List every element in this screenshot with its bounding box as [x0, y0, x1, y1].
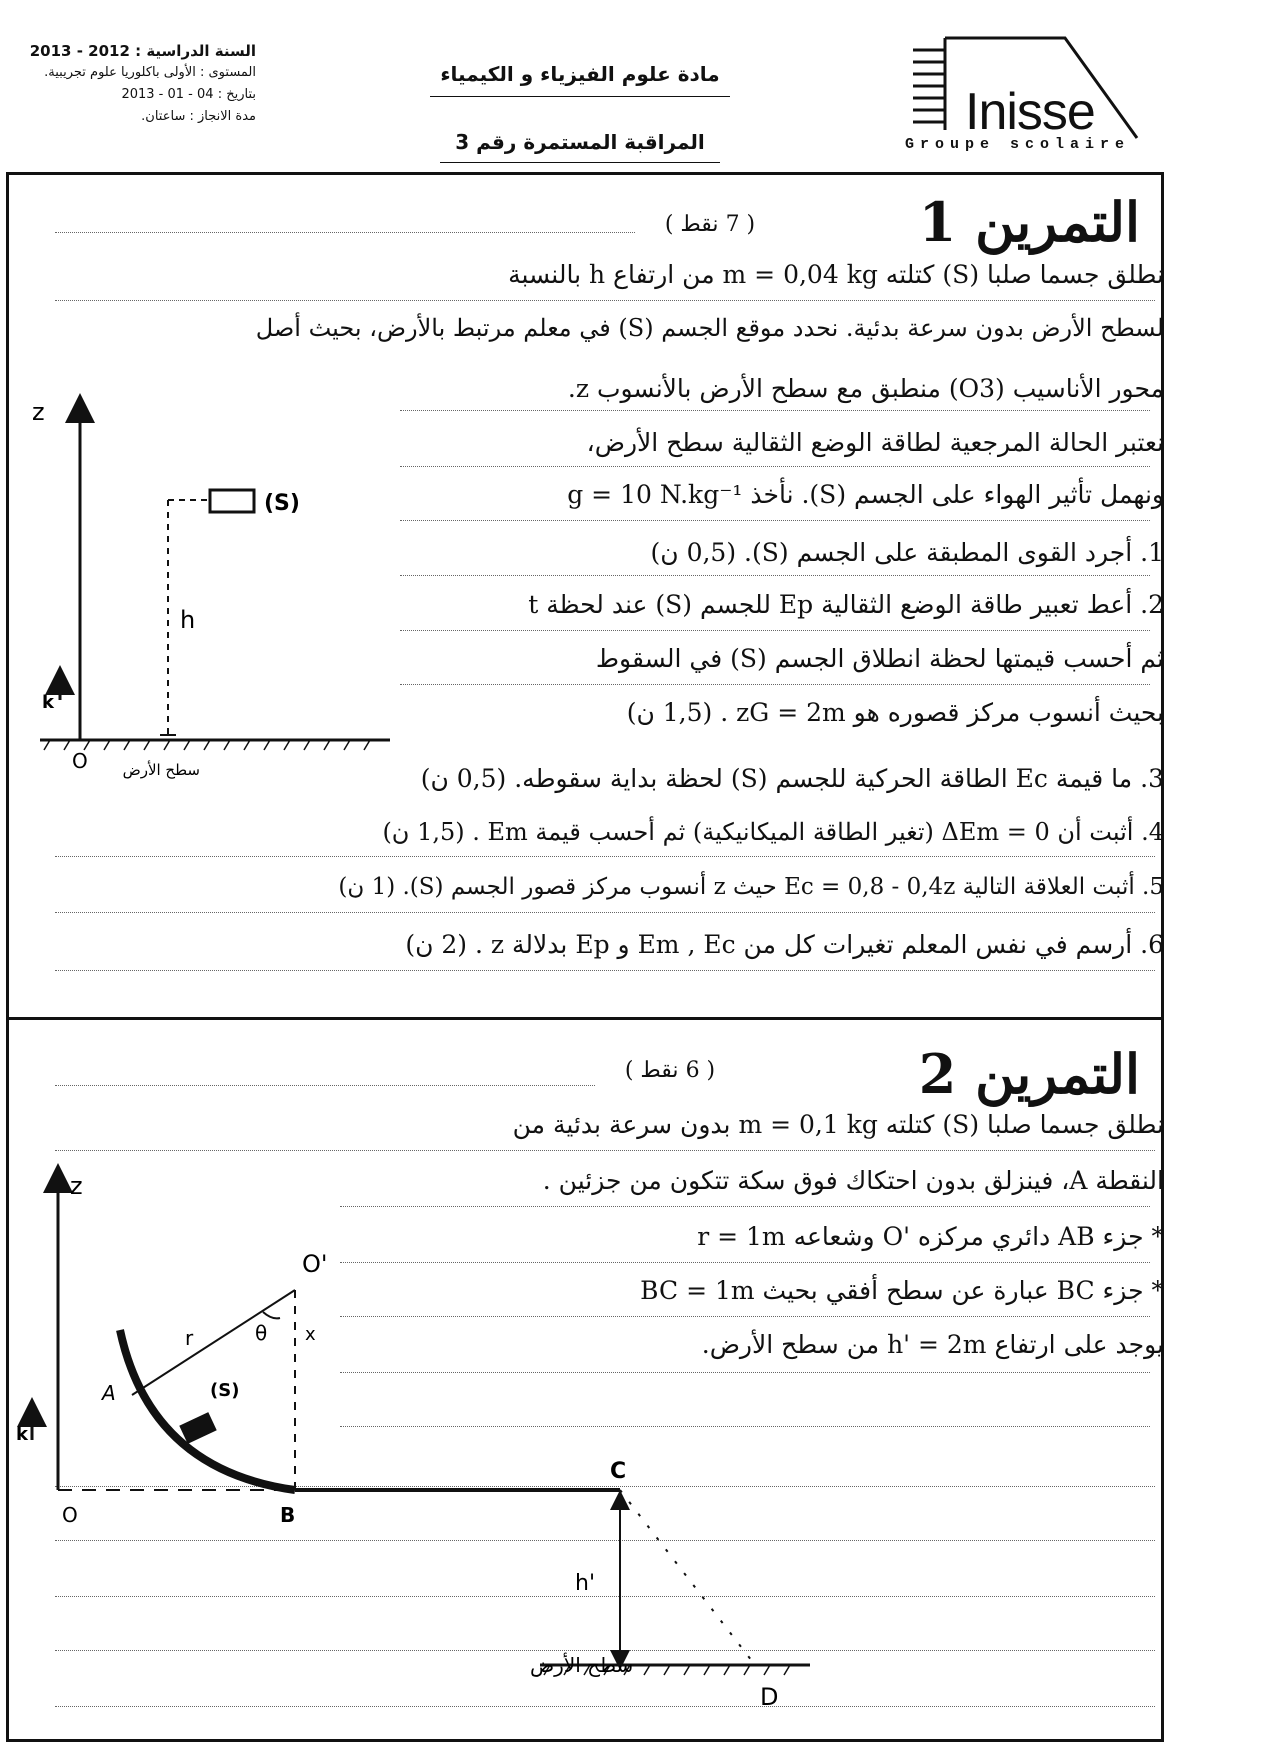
- logo-name: Inisse: [965, 83, 1095, 141]
- rule-line: [55, 1085, 595, 1086]
- ex1-q2: 2. أعط تعبير طاقة الوضع الثقالية Ep للجسم (S) عند لحظة t: [528, 590, 1164, 619]
- logo-subtitle: Groupe scolaire: [905, 136, 1131, 153]
- origin-label: O: [72, 749, 88, 773]
- duration: مدة الانجاز : ساعتان.: [141, 109, 256, 124]
- rule-line: [55, 856, 1155, 857]
- rule-line: [55, 1150, 1155, 1151]
- point-d-label: D: [760, 1683, 779, 1711]
- angle-arc: [263, 1312, 280, 1318]
- ex1-q5: 5. أثبت العلاقة التالية Ec = 0,8 - 0,4z حيث z أنسوب مركز قصور الجسم (S). (1 ن): [338, 874, 1164, 900]
- rule-line: [400, 684, 1150, 685]
- ex1-q2c: بحيث أنسوب مركز قصوره هو zG = 2m . (1,5 ن): [626, 698, 1164, 727]
- rule-line: [400, 410, 1150, 411]
- ground-label: سطح الأرض: [530, 1653, 634, 1677]
- exercise2-points: ( 6 نقط ): [624, 1058, 716, 1083]
- ex1-line-4: نعتبر الحالة المرجعية لطاقة الوضع الثقالية سطح الأرض،: [586, 428, 1164, 457]
- header-info: [0, 40, 256, 128]
- rule-line: [400, 575, 1150, 576]
- solid-body-s: [210, 490, 254, 512]
- rule-line: [400, 520, 1150, 521]
- ex2-line-1: نطلق جسما صلبا (S) كتلته m = 0,1 kg بدون سرعة بدئية من: [512, 1110, 1164, 1139]
- z-axis-label: z: [32, 398, 45, 426]
- ex1-q6: 6. أرسم في نفس المعلم تغيرات كل من Em , Ec و Ep بدلالة z . (2 ن): [405, 930, 1164, 959]
- ex1-q4: 4. أثبت أن ΔEm = 0 (تغير الطاقة الميكانيكية) ثم أحسب قيمة Em . (1,5 ن): [382, 818, 1164, 846]
- ex1-q2b: ثم أحسب قيمتها لحظة انطلاق الجسم (S) في السقوط: [595, 644, 1164, 673]
- ground-label: سطح الأرض: [122, 761, 200, 779]
- ex2-line-2: النقطة A، فينزلق بدون احتكاك فوق سكة تتكون من جزئين .: [542, 1166, 1164, 1195]
- point-b-label: B: [280, 1503, 296, 1527]
- hprime-label: h': [575, 1571, 595, 1596]
- circular-track-ab: [120, 1330, 295, 1490]
- ex1-q3: 3. ما قيمة Ec الطاقة الحركية للجسم (S) لحظة بداية سقوطه. (0,5 ن): [420, 764, 1164, 793]
- origin-label: O: [62, 1503, 78, 1527]
- ex2-line-3: * جزء AB دائري مركزه 'O وشعاعه r = 1m: [697, 1222, 1164, 1251]
- solid-body-s: [179, 1412, 216, 1444]
- trajectory-dotted: [620, 1490, 755, 1665]
- exercise-separator: [6, 1017, 1164, 1020]
- exam-title: المراقبة المستمرة رقم 3: [455, 130, 705, 154]
- exam-date: بتاريخ : 04 - 01 - 2013: [121, 87, 256, 102]
- school-logo: [905, 30, 1140, 153]
- x-label: x: [305, 1324, 316, 1345]
- ex1-line-2: لسطح الأرض بدون سرعة بدئية. نحدد موقع الجسم (S) في معلم مرتبط بالأرض، بحيث أصل: [255, 314, 1164, 342]
- ex1-diagram: [20, 390, 410, 780]
- exercise1-title: التمرين 1: [918, 190, 1140, 254]
- point-a-label: A: [102, 1381, 116, 1405]
- k-label: k: [42, 692, 54, 713]
- radius-label: r: [185, 1326, 194, 1350]
- rule-line: [55, 300, 1155, 301]
- ex2-line-5: يوجد على ارتفاع h' = 2m من سطح الأرض.: [701, 1330, 1164, 1359]
- rule-line: [55, 970, 1155, 971]
- body-label: (S): [264, 491, 300, 516]
- exam-underline: [440, 162, 720, 163]
- angle-label: θ: [255, 1321, 268, 1345]
- exercise2-title: التمرين 2: [918, 1042, 1140, 1106]
- rule-line: [55, 232, 635, 233]
- level: المستوى : الأولى باكلوريا علوم تجريبية.: [44, 65, 256, 80]
- ex1-line-3: محور الأناسيب (O3) منطبق مع سطح الأرض بالأنسوب z.: [567, 374, 1164, 403]
- body-label: (S): [210, 1380, 240, 1401]
- exercise1-points: ( 7 نقط ): [664, 212, 756, 237]
- z-axis-label: z: [70, 1172, 83, 1200]
- point-c-label: C: [610, 1459, 627, 1484]
- ex2-diagram: [10, 1160, 810, 1740]
- subject-title: مادة علوم الفيزياء و الكيمياء: [440, 62, 720, 86]
- rule-line: [400, 466, 1150, 467]
- ex1-q1: 1. أجرد القوى المطبقة على الجسم (S). (0,5 ن): [650, 538, 1164, 567]
- ex2-line-4: * جزء BC عبارة عن سطح أفقي بحيث BC = 1m: [640, 1276, 1164, 1305]
- height-label: h: [180, 606, 196, 634]
- rule-line: [55, 912, 1155, 913]
- rule-line: [400, 630, 1150, 631]
- ex1-line-1: نطلق جسما صلبا (S) كتلته m = 0,04 kg من ارتفاع h بالنسبة: [508, 260, 1164, 289]
- k-label: k: [16, 1424, 28, 1445]
- center-label: O': [302, 1250, 328, 1278]
- ex1-line-5: ونهمل تأثير الهواء على الجسم (S). نأخذ g = 10 N.kg⁻¹: [567, 480, 1164, 509]
- subject-underline: [430, 96, 730, 97]
- school-year: السنة الدراسية : 2012 - 2013: [29, 42, 256, 60]
